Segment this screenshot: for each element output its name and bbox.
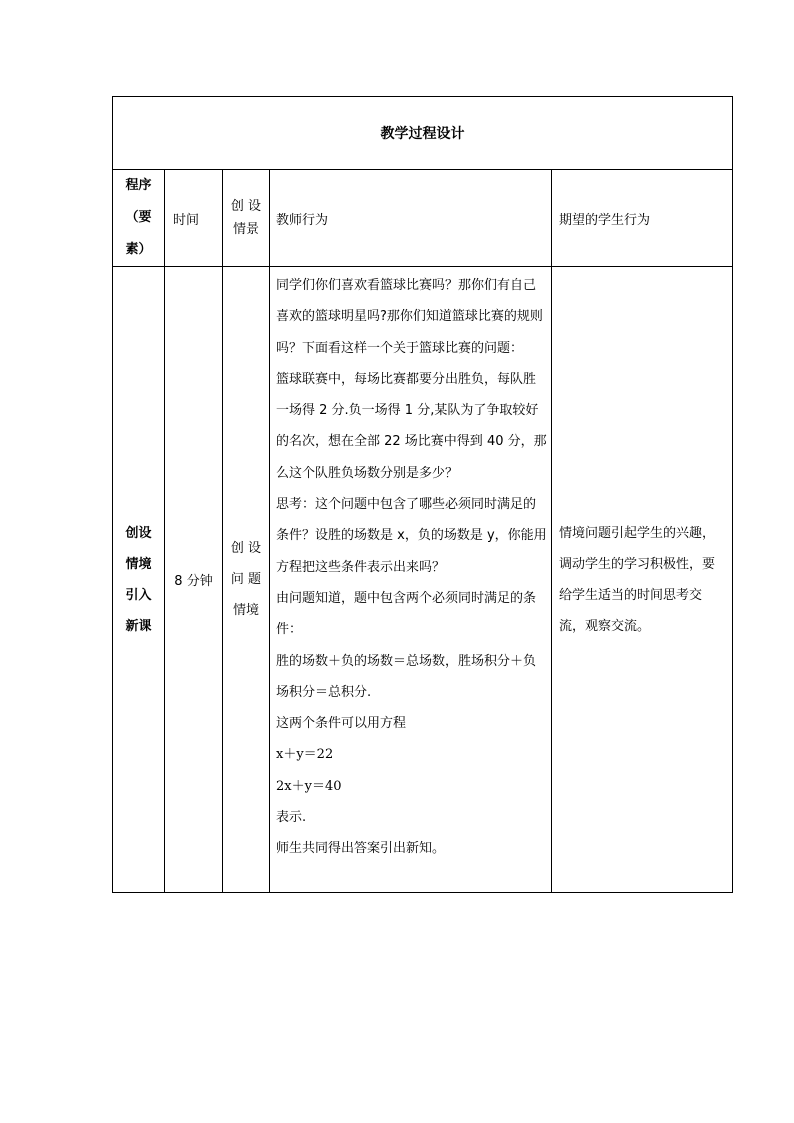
header-scene-line-1: 创 设 xyxy=(230,199,262,214)
teacher-behavior-cell xyxy=(270,267,552,893)
stage-line-3: 引入 xyxy=(125,587,152,603)
scene-line-3: 情境 xyxy=(232,603,259,618)
lesson-process-table xyxy=(112,96,733,893)
teacher-paragraph-analysis: 由问题知道，题中包含两个必须同时满足的条件： xyxy=(276,590,537,638)
student-behavior-cell: 情境问题引起学生的兴趣，调动学生的学习积极性，要给学生适当的时间思考交流，观察交流。 xyxy=(552,267,733,893)
stage-line-4: 新课 xyxy=(125,618,152,634)
table-row xyxy=(113,267,733,893)
equation-1: x＋y＝22 xyxy=(276,747,334,763)
stage-line-1: 创设 xyxy=(125,525,152,541)
header-scene-line-2: 情景 xyxy=(232,222,259,237)
scene-line-1: 创 设 xyxy=(230,541,262,556)
teacher-paragraph-intro: 同学们你们喜欢看篮球比赛吗？那你们有自己喜欢的篮球明星吗?那你们知道篮球比赛的规则吗？下面看这样一个关于篮球比赛的问题： xyxy=(276,278,543,356)
time-cell: 8 分钟 xyxy=(165,267,223,893)
stage-line-2: 情境 xyxy=(125,556,152,572)
teacher-paragraph-problem: 篮球联赛中，每场比赛都要分出胜负，每队胜一场得 2 分.负一场得 1 分,某队为了争取较好的名次，想在全部 22 场比赛中得到 40 分，那么这个队胜负场数分别是多少？ xyxy=(276,371,547,481)
scene-cell xyxy=(223,267,270,893)
header-procedure-line-3: 素） xyxy=(125,242,152,257)
teacher-paragraph-think: 思考：这个问题中包含了哪些必须同时满足的条件？设胜的场数是 x，负的场数是 y，你能用方程把这些条件表示出来吗？ xyxy=(276,497,547,575)
teacher-paragraph-relation: 胜的场数＋负的场数＝总场数，胜场积分＋负场积分＝总积分. xyxy=(276,653,537,700)
header-procedure-line-2: （要 xyxy=(125,210,152,225)
header-row xyxy=(113,170,733,267)
header-student-behavior: 期望的学生行为 xyxy=(552,170,733,267)
header-scene xyxy=(223,170,270,267)
header-teacher-behavior: 教师行为 xyxy=(270,170,552,267)
table-title: 教学过程设计 xyxy=(113,97,733,170)
header-procedure-line-1: 程序 xyxy=(125,178,152,193)
header-procedure xyxy=(113,170,165,267)
header-time: 时间 xyxy=(165,170,223,267)
teacher-paragraph-express: 表示. xyxy=(276,810,307,826)
equation-2: 2x＋y＝40 xyxy=(276,778,342,794)
stage-cell xyxy=(113,267,165,893)
teacher-paragraph-equations-lead: 这两个条件可以用方程 xyxy=(276,716,407,732)
teacher-paragraph-conclusion: 师生共同得出答案引出新知。 xyxy=(276,841,446,857)
scene-line-2: 问 题 xyxy=(230,572,262,587)
